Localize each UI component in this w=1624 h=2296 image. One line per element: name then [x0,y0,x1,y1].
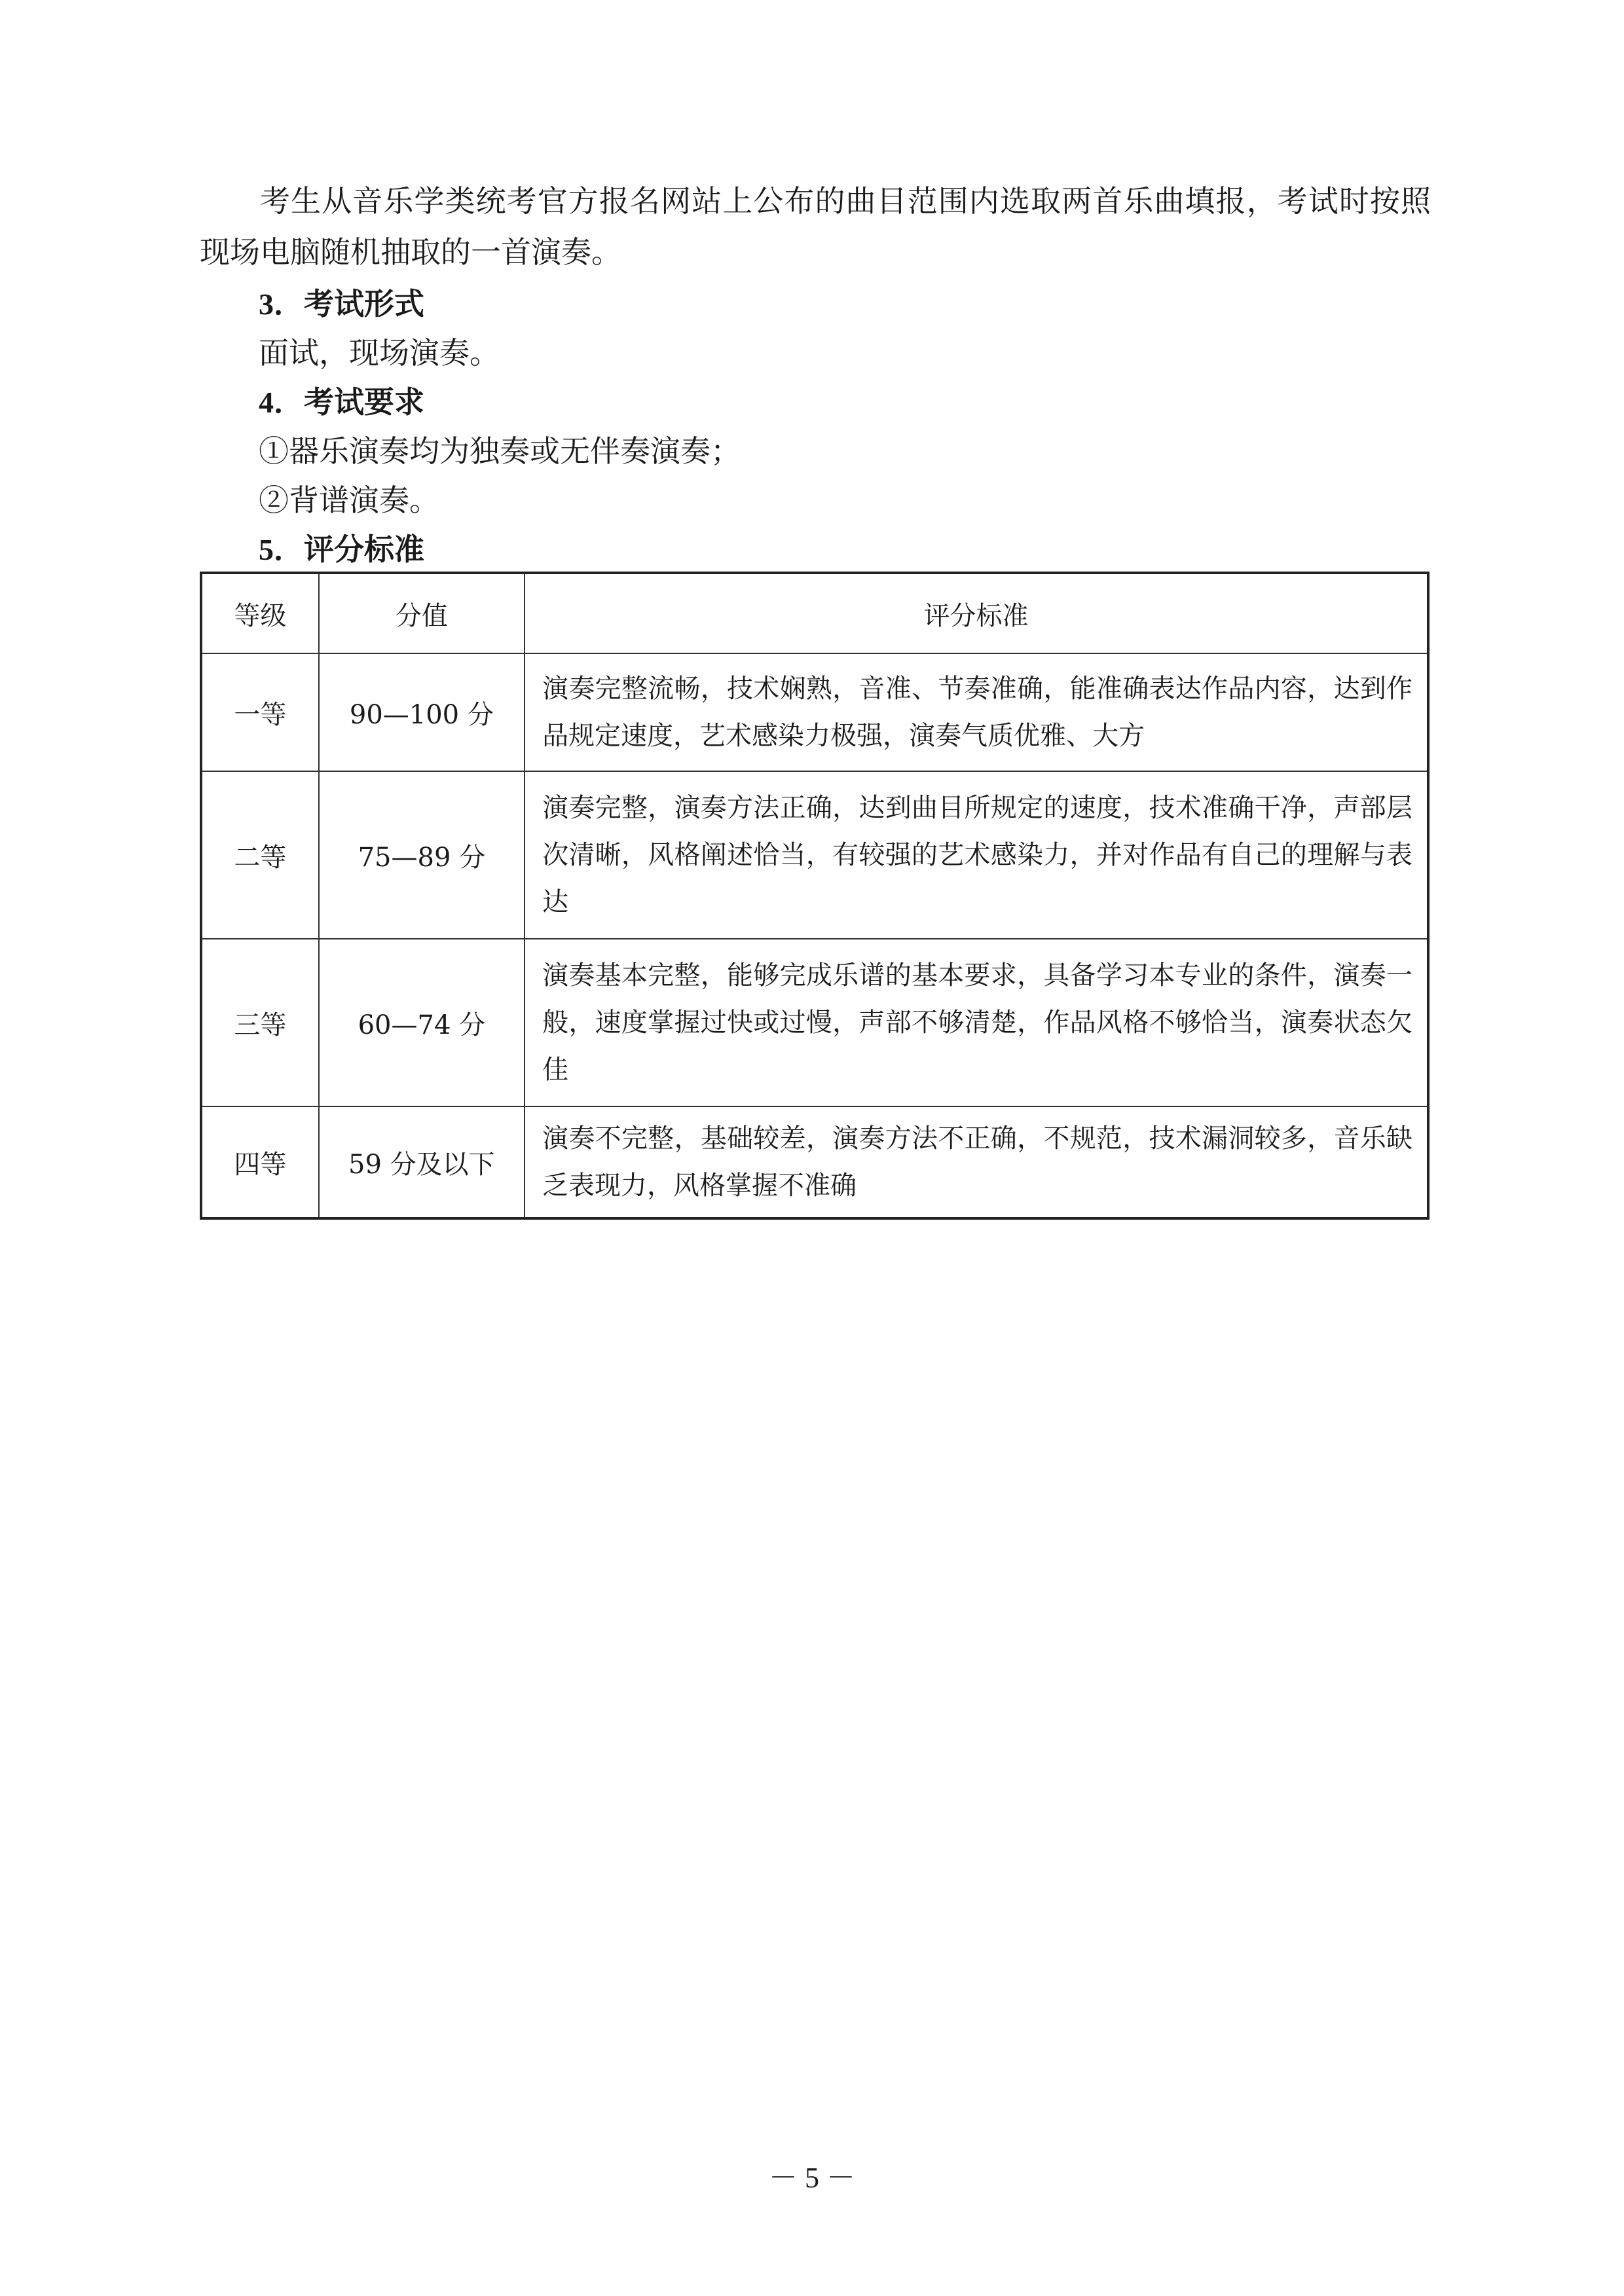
score-cell: 90—100 分 [319,653,525,771]
level-cell: 三等 [201,939,319,1106]
section-title: 考试要求 [304,384,424,420]
score-cell: 59 分及以下 [319,1106,525,1218]
exam-form-text: 面试，现场演奏。 [259,335,500,371]
table-row [201,771,1428,939]
section-title: 评分标准 [304,532,424,567]
section-number: 5． [259,533,304,566]
table-row [201,939,1428,1106]
requirement-item: ②背谱演奏。 [259,483,439,518]
section-number: 3． [259,287,304,321]
requirement-item: ①器乐演奏均为独奏或无伴奏演奏； [259,433,741,469]
intro-paragraph: 考生从音乐学类统考官方报名网站上公布的曲目范围内选取两首乐曲填报，考试时按照现场电脑随机抽取的一首演奏。 [200,183,1431,270]
criteria-cell: 演奏基本完整，能够完成乐谱的基本要求，具备学习本专业的条件，演奏一般，速度掌握过快或过慢，声部不够清楚，作品风格不够恰当，演奏状态欠佳 [525,939,1428,1106]
level-cell: 四等 [201,1106,319,1218]
header-level: 等级 [201,573,319,653]
score-cell: 75—89 分 [319,771,525,939]
header-criteria: 评分标准 [525,573,1428,653]
scoring-table [200,572,1430,1220]
table-header-row [201,573,1428,653]
criteria-cell: 演奏完整，演奏方法正确，达到曲目所规定的速度，技术准确干净，声部层次清晰，风格阐述恰当，有较强的艺术感染力，并对作品有自己的理解与表达 [525,771,1428,939]
score-cell: 60—74 分 [319,939,525,1106]
table-row [201,1106,1428,1218]
criteria-cell: 演奏完整流畅，技术娴熟，音准、节奏准确，能准确表达作品内容，达到作品规定速度，艺术感染力极强，演奏气质优雅、大方 [525,653,1428,771]
level-cell: 二等 [201,771,319,939]
section-heading-scoring-standard [259,530,424,570]
section-heading-exam-requirements [259,382,424,422]
level-cell: 一等 [201,653,319,771]
table-row [201,653,1428,771]
page-number: － 5 － [769,2162,855,2194]
section-number: 4． [259,386,304,419]
criteria-cell: 演奏不完整，基础较差，演奏方法不正确，不规范，技术漏洞较多，音乐缺乏表现力，风格掌握不准确 [525,1106,1428,1218]
section-title: 考试形式 [304,286,424,321]
section-heading-exam-form [259,284,424,324]
header-score: 分值 [319,573,525,653]
